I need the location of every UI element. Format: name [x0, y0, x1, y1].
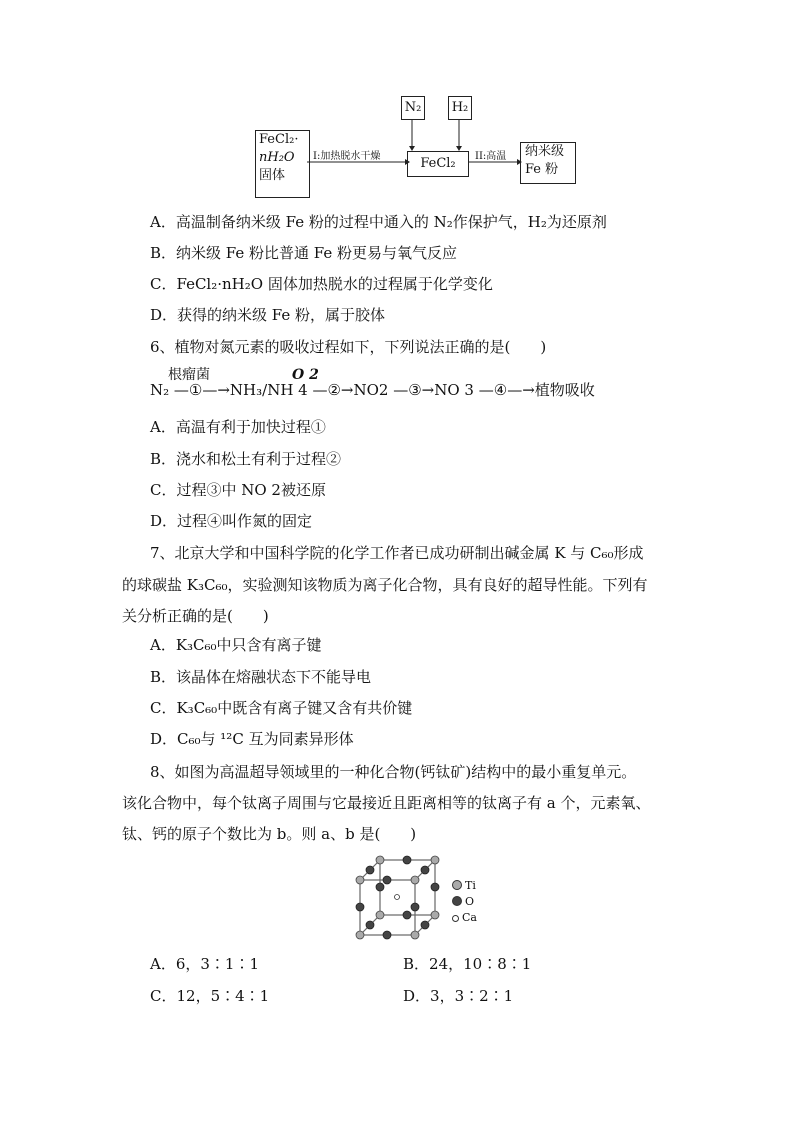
legend-o-label: O	[465, 895, 475, 908]
q6-option-a: A．高温有利于加快过程①	[150, 418, 326, 436]
ti-atom	[411, 931, 419, 939]
ti-atom	[431, 856, 439, 864]
q8-option-b: B．24，10∶8∶1	[403, 955, 532, 973]
flow-box-n2: N₂	[401, 96, 425, 120]
q7-option-a: A．K₃C₆₀中只含有离子键	[150, 636, 322, 654]
arrow-step2-head	[517, 159, 522, 165]
q8-option-d: D．3，3∶2∶1	[403, 987, 514, 1005]
q6-option-d: D．过程④叫作氮的固定	[150, 512, 313, 530]
ti-atom	[376, 911, 384, 919]
q7-option-b: B．该晶体在熔融状态下不能导电	[150, 668, 372, 686]
figure-legend	[452, 878, 477, 926]
o-atom	[421, 921, 429, 929]
flow-product-line2: Fe 粉	[525, 162, 559, 177]
ti-legend-icon	[452, 880, 462, 890]
legend-ti-label: Ti	[465, 879, 476, 892]
q5-option-c: C．FeCl₂·nH₂O 固体加热脱水的过程属于化学变化	[150, 275, 493, 293]
ti-atom	[431, 911, 439, 919]
flow-label-step1: I:加热脱水干燥	[313, 151, 381, 162]
q8-option-a: A．6，3∶1∶1	[150, 955, 260, 973]
ti-atom	[376, 856, 384, 864]
arrow-h2-head	[456, 146, 462, 151]
flow-label-step2: II:高温	[475, 151, 507, 162]
q5-option-d: D．获得的纳米级 Fe 粉，属于胶体	[150, 306, 386, 324]
q8-option-c: C．12，5∶4∶1	[150, 987, 270, 1005]
ti-atom	[356, 931, 364, 939]
q7-line2: 的球碳盐 K₃C₆₀，实验测知该物质为离子化合物，具有良好的超导性能。下列有	[122, 576, 648, 594]
q6-chain-top1: 根瘤菌	[168, 367, 210, 383]
q7-line1: 7、北京大学和中国科学院的化学工作者已成功研制出碱金属 K 与 C₆₀形成	[150, 544, 644, 562]
q5-option-b: B．纳米级 Fe 粉比普通 Fe 粉更易与氧气反应	[150, 244, 458, 262]
o-atom	[383, 931, 391, 939]
legend-ca	[452, 910, 477, 926]
arrow-n2-head	[409, 146, 415, 151]
o-atom	[421, 866, 429, 874]
legend-ca-label: Ca	[462, 911, 477, 924]
flow-box1-line2: nH₂O	[259, 150, 295, 165]
o-atom	[376, 883, 384, 891]
o-atom	[403, 856, 411, 864]
ti-atom	[356, 876, 364, 884]
q6-chain-top2: O 2	[292, 367, 319, 383]
flow-product-line1: 纳米级	[525, 144, 565, 159]
q5-option-a: A．高温制备纳米级 Fe 粉的过程中通入的 N₂作保护气，H₂为还原剂	[150, 213, 607, 231]
flow-diagram	[255, 96, 575, 201]
q6-stem: 6、植物对氮元素的吸收过程如下，下列说法正确的是( )	[150, 338, 547, 356]
q6-option-b: B．浇水和松土有利于过程②	[150, 450, 342, 468]
q7-line3: 关分析正确的是( )	[122, 607, 269, 625]
flow-box-fecl2: FeCl₂	[407, 151, 469, 177]
ca-atom	[395, 895, 400, 900]
q8-line1: 8、如图为高温超导领域里的一种化合物(钙钛矿)结构中的最小重复单元。	[150, 763, 637, 781]
q8-line3: 钛、钙的原子个数比为 b。则 a、b 是( )	[122, 825, 417, 843]
q7-option-d: D．C₆₀与 ¹²C 互为同素异形体	[150, 730, 354, 748]
perovskite-cell-figure	[352, 855, 452, 945]
flow-box1-line1: FeCl₂·	[259, 132, 299, 147]
flow-arrows	[255, 96, 575, 201]
q6-chain: N₂ —①—→NH₃/NH 4 —②→NO2 —③→NO 3 —④—→植物吸收	[150, 381, 595, 399]
o-legend-icon	[452, 896, 462, 906]
legend-o	[452, 894, 477, 910]
flow-box1-line3: 固体	[259, 168, 286, 183]
q8-line2: 该化合物中，每个钛离子周围与它最接近且距离相等的钛离子有 a 个，元素氧、	[122, 794, 651, 812]
o-atom	[431, 883, 439, 891]
o-atom	[411, 903, 419, 911]
legend-ti	[452, 878, 477, 894]
o-atom	[403, 911, 411, 919]
o-atom	[366, 866, 374, 874]
o-atom	[356, 903, 364, 911]
ti-atom	[411, 876, 419, 884]
o-atom	[383, 876, 391, 884]
flow-box-h2: H₂	[448, 96, 472, 120]
q6-option-c: C．过程③中 NO 2被还原	[150, 481, 326, 499]
ca-legend-icon	[452, 915, 459, 922]
o-atom	[366, 921, 374, 929]
q7-option-c: C．K₃C₆₀中既含有离子键又含有共价键	[150, 699, 413, 717]
arrow-step1-head	[405, 159, 410, 165]
